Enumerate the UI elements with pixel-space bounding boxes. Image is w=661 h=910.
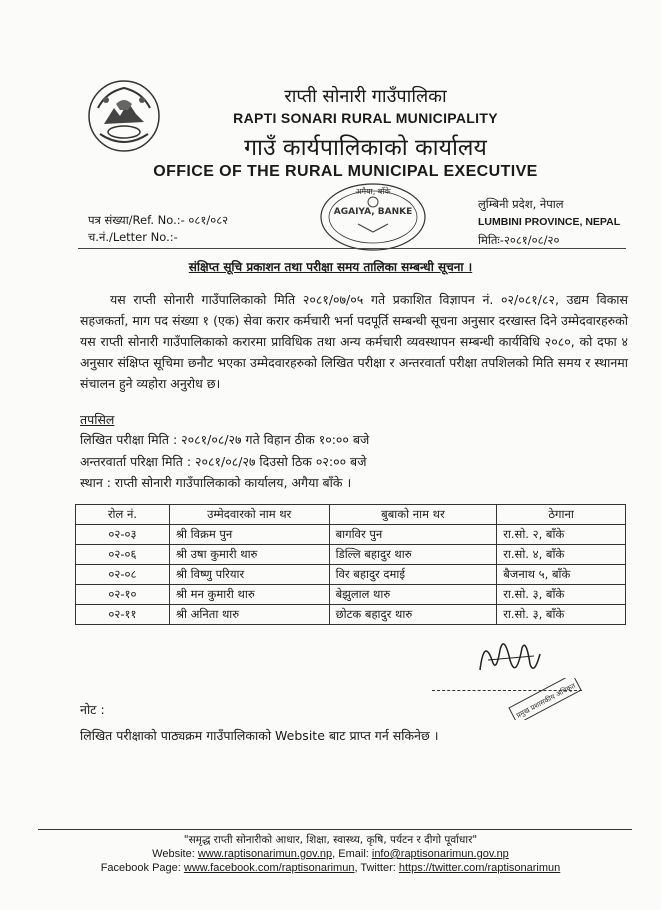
- written-exam-date: लिखित परीक्षा मिति : २०८१/०८/२७ गते विहान ठीक १०:०० बजे: [80, 432, 370, 447]
- candidates-table: [75, 504, 626, 625]
- note-label: नोट :: [80, 702, 105, 717]
- svg-text:प्रमुख प्रशासकीय अधिकृत: प्रमुख प्रशासकीय अधिकृत: [515, 681, 577, 720]
- header-divider: [78, 248, 626, 249]
- table-row: ०२-०६ श्री उषा कुमारी थारु डिल्लि बहादुर थारु रा.सो. ४, बाँके: [76, 545, 626, 565]
- col-roll-number: रोल नं.: [76, 505, 170, 525]
- notice-body: यस राप्ती सोनारी गाउँपालिकाको मिति २०८१/०७/०५ गते प्रकाशित विज्ञापन नं. ०२/०८१/८२, उद्यम विकास सहजकर्ता, माग पद संख्या १ (एक) सेवा करार कर्मचारी भर्ना पदपूर्ति सम्बन्धी सूचना अनुसार दरखास्त दिने उम्मेदवारहरुको यस राप्ती सोनारी गाउँपालिकाको करारमा प्राविधिक तथा अन्य कर्मचारी व्यवस्थापन सम्बन्धी कार्यविधि २०८०, को दफा ४ अनुसार संक्षिप्त सूचिमा छनौट भएका उम्मेदवारहरुको लिखित परीक्षा र अन्तरवार्ता परीक्षा तपशिलको मिति समय र स्थानमा संचालन हुने व्यहोरा अनुरोध छ।: [80, 292, 628, 391]
- officer-stamp: [505, 678, 585, 720]
- ref-number: पत्र संख्या/Ref. No.:- ०८१/०८२: [88, 213, 229, 227]
- svg-text:अगैया, बाँके: अगैया, बाँके: [355, 187, 391, 196]
- table-row: ०२-११ श्री अनिता थारु छोटक बहादुर थारु रा.सो. ३, बाँके: [76, 605, 626, 625]
- twitter-link[interactable]: https://twitter.com/raptisonarimun: [398, 862, 561, 874]
- col-candidate-name: उम्मेदवारको नाम थर: [169, 505, 329, 525]
- col-address: ठेगाना: [497, 505, 626, 525]
- footer-slogan: "समृद्ध राप्ती सोनारीको आधार, शिक्षा, स्वास्थ्य, कृषि, पर्यटन र दीगो पूर्वाधार": [183, 834, 478, 846]
- notice-subject: संक्षिप्त सूचि प्रकाशन तथा परीक्षा समय तालिका सम्बन्धी सूचना ।: [188, 260, 473, 274]
- footer-contact: Website: www.raptisonarimun.gov.np, Email: info@raptisonarimun.gov.np: [152, 848, 509, 860]
- letter-number: च.नं./Letter No.:-: [88, 230, 178, 244]
- table-row: ०२-०८ श्री विष्णु परियार विर बहादुर दमाई बैजनाथ ५, बाँके: [76, 565, 626, 585]
- province-en: LUMBINI PROVINCE, NEPAL: [478, 216, 621, 228]
- interview-date: अन्तरवार्ता परिक्षा मिति : २०८१/०८/२७ दिउसो ठिक ०२:०० बजे: [80, 454, 367, 469]
- province-np: लुम्बिनी प्रदेश, नेपाल: [478, 197, 564, 211]
- website-link[interactable]: www.raptisonarimun.gov.np: [197, 848, 333, 860]
- table-header-row: [76, 505, 626, 525]
- table-row: ०२-०३ श्री विक्रम पुन बागविर पुन रा.सो. २, बाँके: [76, 525, 626, 545]
- details-heading: तपसिल: [80, 412, 115, 427]
- municipality-name-np: राप्ती सोनारी गाउँपालिका: [284, 86, 447, 107]
- table-row: ०२-१० श्री मन कुमारी थारु बेझुलाल थारु रा.सो. ३, बाँके: [76, 585, 626, 605]
- exam-venue: स्थान : राप्ती सोनारी गाउँपालिकाको कार्यालय, अगैया बाँके ।: [80, 475, 352, 490]
- office-name-en: OFFICE OF THE RURAL MUNICIPAL EXECUTIVE: [153, 163, 538, 180]
- footer-social: Facebook Page: www.facebook.com/raptisonarimun, Twitter: https://twitter.com/raptisonarimun: [100, 862, 561, 874]
- footer-divider: [38, 829, 632, 830]
- office-stamp: [318, 180, 428, 254]
- letter-date: मितिः-२०८१/०८/२०: [478, 233, 560, 247]
- svg-text:AGAIYA, BANKE: AGAIYA, BANKE: [333, 207, 413, 217]
- facebook-link[interactable]: www.facebook.com/raptisonarimun: [183, 862, 355, 874]
- col-father-name: बुबाको नाम थर: [329, 505, 497, 525]
- note-text: लिखित परीक्षाको पाठ्यक्रम गाउँपालिकाको Website बाट प्राप्त गर्न सकिनेछ ।: [80, 728, 439, 743]
- office-name-np: गाउँ कार्यपालिकाको कार्यालय: [244, 135, 487, 161]
- municipality-name-en: RAPTI SONARI RURAL MUNICIPALITY: [233, 110, 498, 126]
- email-link[interactable]: info@raptisonarimun.gov.np: [371, 848, 509, 860]
